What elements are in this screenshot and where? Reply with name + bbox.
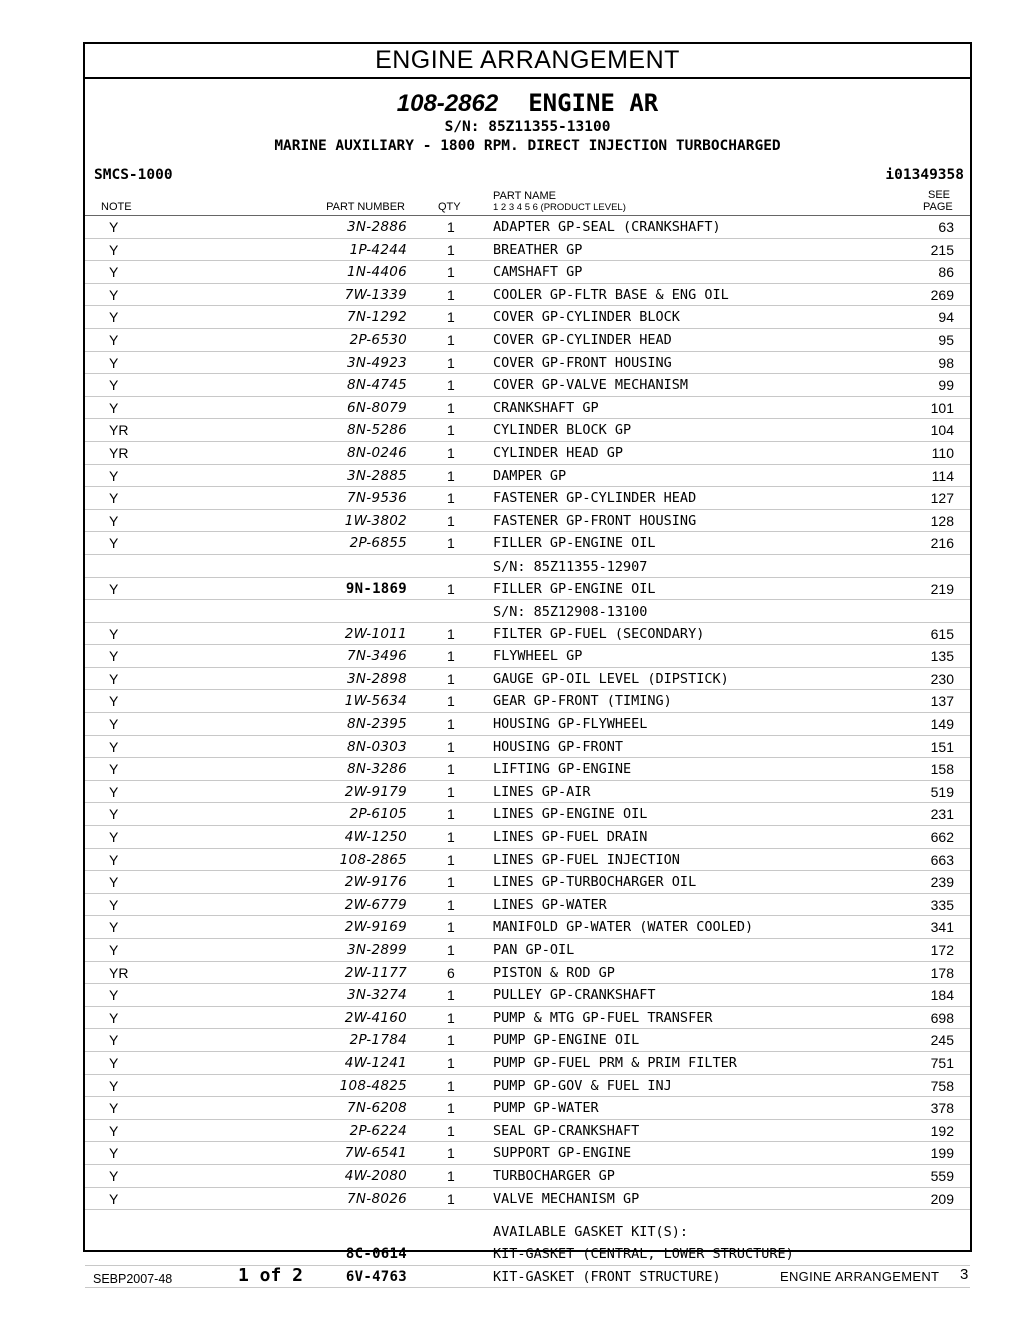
header-see: SEE <box>928 189 951 201</box>
row-see-page[interactable]: 216 <box>930 535 954 552</box>
table-row <box>85 758 970 781</box>
row-qty: 1 <box>447 1122 455 1139</box>
row-note: YR <box>109 422 129 439</box>
row-note: Y <box>109 264 119 281</box>
table-row <box>85 1188 970 1211</box>
row-part-name: TURBOCHARGER GP <box>493 1167 615 1184</box>
row-part-name: LINES GP-TURBOCHARGER OIL <box>493 874 697 891</box>
row-part-name: HOUSING GP-FRONT <box>493 738 624 755</box>
row-qty: 1 <box>447 1100 455 1117</box>
table-row <box>85 916 970 939</box>
row-note: Y <box>109 942 119 958</box>
table-row <box>85 781 970 804</box>
row-qty: 1 <box>447 1009 455 1026</box>
row-see-page[interactable]: 178 <box>930 964 954 981</box>
row-see-page[interactable]: 698 <box>930 1009 954 1026</box>
row-note: Y <box>109 1032 119 1049</box>
row-part-number[interactable]: 1P-4244 <box>349 241 407 258</box>
row-part-number[interactable]: 7N-6208 <box>346 1100 407 1117</box>
row-note: Y <box>109 1122 119 1139</box>
row-note: Y <box>109 716 119 733</box>
row-see-page[interactable]: 184 <box>930 987 954 1004</box>
row-qty: 1 <box>447 829 455 846</box>
row-qty: 1 <box>447 670 455 687</box>
row-part-number[interactable]: 1W-5634 <box>344 693 407 710</box>
row-qty: 1 <box>447 987 455 1004</box>
group-description: MARINE AUXILIARY - 1800 RPM. DIRECT INJECTION TURBOCHARGED <box>274 138 781 154</box>
row-part-name: PULLEY GP-CRANKSHAFT <box>493 987 656 1004</box>
row-part-name: COVER GP-FRONT HOUSING <box>493 354 672 371</box>
table-row <box>85 306 970 329</box>
table-row <box>85 1052 970 1075</box>
row-see-page[interactable]: 209 <box>930 1190 954 1207</box>
kit-heading: AVAILABLE GASKET KIT(S): <box>493 1224 689 1241</box>
footer-title: ENGINE ARRANGEMENT <box>780 1269 940 1284</box>
row-see-page[interactable]: 245 <box>930 1032 954 1049</box>
parts-table <box>85 216 970 1210</box>
kit-spacer <box>85 1210 970 1224</box>
row-part-number[interactable]: 1W-3802 <box>344 512 407 529</box>
row-part-name: COVER GP-CYLINDER HEAD <box>493 331 672 348</box>
row-part-name: CRANKSHAFT GP <box>493 399 599 416</box>
row-qty: 1 <box>447 625 455 642</box>
row-part-name: LINES GP-WATER <box>493 896 607 913</box>
table-row <box>85 1007 970 1030</box>
row-note: Y <box>109 806 119 823</box>
kit-part-name: KIT-GASKET (CENTRAL, LOWER STRUCTURE) <box>493 1246 794 1263</box>
row-part-name: FLYWHEEL GP <box>493 648 583 665</box>
table-row <box>85 510 970 533</box>
header-note: NOTE <box>101 201 132 213</box>
smcs-code: SMCS-1000 <box>94 167 173 183</box>
kit-row <box>85 1243 970 1266</box>
row-part-name: FILLER GP-ENGINE OIL <box>493 535 656 552</box>
row-part-number[interactable]: 8N-0303 <box>346 738 407 755</box>
table-row <box>85 623 970 646</box>
row-part-number[interactable]: 8N-2395 <box>346 716 407 733</box>
row-note: Y <box>109 896 119 913</box>
row-see-page[interactable]: 239 <box>930 874 954 891</box>
row-qty: 1 <box>447 1167 455 1184</box>
header-qty: QTY <box>438 201 461 213</box>
row-part-name: FASTENER GP-FRONT HOUSING <box>493 512 697 529</box>
row-qty: 1 <box>447 851 455 868</box>
row-part-number[interactable]: 2W-1177 <box>344 964 407 981</box>
column-headers <box>85 181 970 216</box>
row-note: Y <box>109 851 119 868</box>
row-part-name: GEAR GP-FRONT (TIMING) <box>493 693 672 710</box>
row-part-name: PISTON & ROD GP <box>493 964 615 981</box>
header-product-level: 1 2 3 4 5 6 (PRODUCT LEVEL) <box>493 202 626 213</box>
row-part-name: VALVE MECHANISM GP <box>493 1190 640 1207</box>
row-part-name: MANIFOLD GP-WATER (WATER COOLED) <box>493 919 754 936</box>
table-row <box>85 532 970 555</box>
row-qty: 1 <box>447 1054 455 1071</box>
table-row <box>85 1120 970 1143</box>
row-part-number[interactable]: 8N-3286 <box>346 761 407 778</box>
row-part-number[interactable]: 108-2865 <box>339 851 407 868</box>
row-note: Y <box>109 354 119 371</box>
row-qty: 1 <box>447 738 455 755</box>
row-note: Y <box>109 919 119 936</box>
row-see-page[interactable]: 231 <box>930 806 954 823</box>
row-part-name: PUMP GP-FUEL PRM & PRIM FILTER <box>493 1054 737 1071</box>
row-qty: 1 <box>447 241 455 258</box>
table-row <box>85 487 970 510</box>
table-row <box>85 216 970 239</box>
row-part-name: LIFTING GP-ENGINE <box>493 761 632 778</box>
table-row <box>85 442 970 465</box>
row-see-page[interactable]: 114 <box>931 467 954 484</box>
row-qty: 1 <box>447 693 455 710</box>
row-see-page[interactable]: 98 <box>938 354 954 371</box>
row-qty: 1 <box>447 354 455 371</box>
row-see-page[interactable]: 94 <box>938 309 954 326</box>
serial-range-row <box>85 555 970 578</box>
row-note: YR <box>109 964 129 981</box>
row-note: Y <box>109 625 119 642</box>
row-qty: 1 <box>447 919 455 936</box>
row-qty: 1 <box>447 512 455 529</box>
row-note: Y <box>109 512 119 529</box>
row-see-page[interactable]: 99 <box>938 377 954 394</box>
serial-range: S/N: 85Z11355-13100 <box>444 119 611 135</box>
row-part-number[interactable]: 7W-1339 <box>344 286 407 303</box>
row-part-name: SEAL GP-CRANKSHAFT <box>493 1122 640 1139</box>
row-part-name: PAN GP-OIL <box>493 942 575 958</box>
row-part-name: FILTER GP-FUEL (SECONDARY) <box>493 625 705 642</box>
row-see-page[interactable]: 335 <box>930 896 954 913</box>
header-part-name: PART NAME <box>493 190 556 202</box>
table-row <box>85 578 970 601</box>
row-part-name: GAUGE GP-OIL LEVEL (DIPSTICK) <box>493 670 729 687</box>
page-number: 3 <box>960 1266 969 1283</box>
row-note: Y <box>109 1145 119 1162</box>
row-see-page[interactable]: 149 <box>930 716 954 733</box>
row-part-number[interactable]: 2P-6224 <box>349 1122 407 1139</box>
row-see-page[interactable]: 519 <box>930 783 954 800</box>
row-see-page[interactable]: 215 <box>930 241 954 258</box>
row-part-name: COOLER GP-FLTR BASE & ENG OIL <box>493 286 729 303</box>
row-see-page[interactable]: 230 <box>930 670 954 687</box>
row-qty: 1 <box>447 942 455 958</box>
table-row <box>85 803 970 826</box>
table-row <box>85 284 970 307</box>
row-part-name: LINES GP-FUEL DRAIN <box>493 829 648 846</box>
row-note: Y <box>109 490 119 507</box>
row-see-page[interactable]: 128 <box>930 512 954 529</box>
row-note: Y <box>109 241 119 258</box>
row-note: Y <box>109 286 119 303</box>
row-note: Y <box>109 535 119 552</box>
group-title <box>85 89 970 118</box>
row-part-name: PUMP & MTG GP-FUEL TRANSFER <box>493 1009 713 1026</box>
row-part-name: HOUSING GP-FLYWHEEL <box>493 716 648 733</box>
row-note: Y <box>109 693 119 710</box>
row-note: Y <box>109 738 119 755</box>
table-row <box>85 261 970 284</box>
row-qty: 1 <box>447 490 455 507</box>
row-note: Y <box>109 783 119 800</box>
row-part-name: CYLINDER BLOCK GP <box>493 422 632 439</box>
row-note: Y <box>109 331 119 348</box>
row-part-number[interactable]: 2W-1011 <box>344 625 407 642</box>
row-qty: 1 <box>447 1032 455 1049</box>
row-note: Y <box>109 829 119 846</box>
row-see-page[interactable]: 137 <box>930 693 954 710</box>
group-name: ENGINE AR <box>528 89 659 117</box>
table-row <box>85 939 970 962</box>
row-qty: 1 <box>447 286 455 303</box>
row-note: Y <box>109 987 119 1004</box>
row-see-page[interactable]: 378 <box>930 1100 954 1117</box>
row-qty: 1 <box>447 783 455 800</box>
row-part-number[interactable]: 1N-4406 <box>346 264 407 281</box>
row-part-number[interactable]: 2W-9169 <box>344 919 407 936</box>
table-row <box>85 1097 970 1120</box>
row-see-page[interactable]: 95 <box>938 331 954 348</box>
row-part-name: S/N: 85Z11355-12907 <box>493 558 648 575</box>
row-see-page[interactable]: 151 <box>930 738 954 755</box>
kit-part-name: KIT-GASKET (FRONT STRUCTURE) <box>493 1268 721 1285</box>
section-title: ENGINE ARRANGEMENT <box>85 44 970 79</box>
row-part-name: LINES GP-AIR <box>493 783 591 800</box>
row-part-number[interactable]: 7N-9536 <box>346 490 407 507</box>
row-qty: 1 <box>447 331 455 348</box>
row-qty: 1 <box>447 896 455 913</box>
row-see-page[interactable]: 559 <box>930 1167 954 1184</box>
row-part-name: FASTENER GP-CYLINDER HEAD <box>493 490 697 507</box>
row-part-number[interactable]: 8N-0246 <box>346 444 407 461</box>
row-qty: 1 <box>447 761 455 778</box>
row-qty: 1 <box>447 1077 455 1094</box>
table-row <box>85 239 970 262</box>
row-note: Y <box>109 648 119 665</box>
row-see-page[interactable]: 199 <box>930 1145 954 1162</box>
illustration-id: i01349358 <box>885 167 964 183</box>
row-part-name: LINES GP-ENGINE OIL <box>493 806 648 823</box>
row-qty: 1 <box>447 874 455 891</box>
row-part-number[interactable]: 2P-1784 <box>349 1032 407 1049</box>
serial-range-row <box>85 600 970 623</box>
row-part-number[interactable]: 4W-1250 <box>344 829 407 846</box>
row-qty: 1 <box>447 648 455 665</box>
table-row <box>85 1075 970 1098</box>
row-see-page[interactable]: 751 <box>930 1054 954 1071</box>
row-see-page[interactable]: 110 <box>931 444 954 461</box>
row-note: Y <box>109 761 119 778</box>
row-note: Y <box>109 1167 119 1184</box>
page-count: 1 of 2 <box>238 1265 304 1286</box>
row-note: Y <box>109 874 119 891</box>
row-part-number[interactable]: 2W-4160 <box>344 1009 407 1026</box>
row-note: Y <box>109 1054 119 1071</box>
table-row <box>85 984 970 1007</box>
row-qty: 1 <box>447 422 455 439</box>
table-row <box>85 645 970 668</box>
group-number: 108-2862 <box>396 90 499 117</box>
table-row <box>85 690 970 713</box>
row-note: Y <box>109 580 119 597</box>
row-note: Y <box>109 377 119 394</box>
row-see-page[interactable]: 663 <box>930 851 954 868</box>
header-page: PAGE <box>923 201 953 213</box>
row-see-page[interactable]: 269 <box>930 286 954 303</box>
row-part-number[interactable]: 7W-6541 <box>344 1145 407 1162</box>
kit-heading-row <box>85 1224 970 1243</box>
header-part-number: PART NUMBER <box>326 201 405 213</box>
row-part-number[interactable]: 3N-2898 <box>346 670 407 687</box>
row-part-name: DAMPER GP <box>493 467 567 484</box>
row-part-number[interactable]: 6N-8079 <box>346 399 407 416</box>
row-part-name: LINES GP-FUEL INJECTION <box>493 851 680 868</box>
table-row <box>85 894 970 917</box>
row-see-page[interactable]: 662 <box>930 829 954 846</box>
table-row <box>85 668 970 691</box>
row-note: Y <box>109 1100 119 1117</box>
row-part-number[interactable]: 3N-4923 <box>346 354 407 371</box>
row-qty: 1 <box>447 580 455 597</box>
row-part-number[interactable]: 3N-2899 <box>346 942 407 958</box>
row-qty: 1 <box>447 444 455 461</box>
table-row <box>85 826 970 849</box>
row-see-page[interactable]: 219 <box>930 580 954 597</box>
row-part-name: SUPPORT GP-ENGINE <box>493 1145 632 1162</box>
row-qty: 1 <box>447 264 455 281</box>
row-part-number[interactable]: 4W-2080 <box>344 1167 407 1184</box>
row-part-number[interactable]: 7N-3496 <box>346 648 407 665</box>
row-part-name: PUMP GP-ENGINE OIL <box>493 1032 640 1049</box>
row-part-number[interactable]: 7N-1292 <box>346 309 407 326</box>
row-qty: 1 <box>447 309 455 326</box>
row-part-number[interactable]: 2P-6855 <box>349 535 407 552</box>
group-header <box>85 79 970 181</box>
row-part-number[interactable]: 8N-4745 <box>346 377 407 394</box>
row-note: Y <box>109 467 119 484</box>
table-row <box>85 962 970 985</box>
row-note: Y <box>109 1077 119 1094</box>
row-qty: 1 <box>447 219 455 235</box>
table-row <box>85 736 970 759</box>
row-part-name: CAMSHAFT GP <box>493 264 583 281</box>
row-part-number[interactable]: 8N-5286 <box>346 422 407 439</box>
table-row <box>85 1142 970 1165</box>
row-part-number[interactable]: 2P-6530 <box>349 331 407 348</box>
row-qty: 1 <box>447 716 455 733</box>
row-part-number[interactable]: 9N-1869 <box>345 580 407 597</box>
row-part-number[interactable]: 3N-2886 <box>346 219 407 235</box>
row-see-page[interactable]: 172 <box>930 942 954 958</box>
row-part-name: BREATHER GP <box>493 241 583 258</box>
row-see-page[interactable]: 104 <box>930 422 954 439</box>
row-qty: 1 <box>447 399 455 416</box>
table-row <box>85 849 970 872</box>
row-part-name: COVER GP-VALVE MECHANISM <box>493 377 689 394</box>
row-note: Y <box>109 399 119 416</box>
row-part-number[interactable]: 7N-8026 <box>346 1190 407 1207</box>
row-part-name: FILLER GP-ENGINE OIL <box>493 580 656 597</box>
row-note: Y <box>109 1190 119 1207</box>
row-part-number[interactable]: 3N-3274 <box>346 987 407 1004</box>
row-see-page[interactable]: 758 <box>930 1077 954 1094</box>
row-see-page[interactable]: 101 <box>930 399 954 416</box>
row-part-number[interactable]: 4W-1241 <box>344 1054 407 1071</box>
row-note: Y <box>109 1009 119 1026</box>
table-row <box>85 329 970 352</box>
row-part-name: ADAPTER GP-SEAL (CRANKSHAFT) <box>493 219 721 235</box>
kit-part-number[interactable]: 8C-0614 <box>345 1246 407 1263</box>
row-see-page[interactable]: 135 <box>930 648 954 665</box>
table-row <box>85 1029 970 1052</box>
row-qty: 1 <box>447 806 455 823</box>
table-row <box>85 1165 970 1188</box>
kit-part-number[interactable]: 6V-4763 <box>345 1268 407 1285</box>
row-see-page[interactable]: 341 <box>930 919 954 936</box>
row-part-number[interactable]: 2W-9176 <box>344 874 407 891</box>
table-row <box>85 352 970 375</box>
row-note: Y <box>109 309 119 326</box>
table-row <box>85 465 970 488</box>
row-note: Y <box>109 219 119 235</box>
row-see-page[interactable]: 615 <box>930 625 954 642</box>
row-part-name: PUMP GP-WATER <box>493 1100 599 1117</box>
row-see-page[interactable]: 63 <box>938 219 954 235</box>
row-part-name: CYLINDER HEAD GP <box>493 444 624 461</box>
row-part-name: COVER GP-CYLINDER BLOCK <box>493 309 680 326</box>
row-part-number[interactable]: 2W-9179 <box>344 783 407 800</box>
table-row <box>85 374 970 397</box>
row-part-number[interactable]: 2P-6105 <box>349 806 407 823</box>
doc-code: SEBP2007-48 <box>93 1272 173 1286</box>
row-see-page[interactable]: 158 <box>930 761 954 778</box>
table-row <box>85 713 970 736</box>
row-note: Y <box>109 670 119 687</box>
row-qty: 1 <box>447 1190 455 1207</box>
row-qty: 1 <box>447 1145 455 1162</box>
row-note: YR <box>109 444 129 461</box>
row-part-number[interactable]: 3N-2885 <box>346 467 407 484</box>
row-part-name: S/N: 85Z12908-13100 <box>493 604 648 621</box>
row-part-number[interactable]: 108-4825 <box>339 1077 407 1094</box>
table-row <box>85 397 970 420</box>
row-part-number[interactable]: 2W-6779 <box>344 896 407 913</box>
row-qty: 1 <box>447 467 455 484</box>
row-see-page[interactable]: 86 <box>938 264 954 281</box>
row-qty: 1 <box>447 377 455 394</box>
table-row <box>85 871 970 894</box>
row-part-name: PUMP GP-GOV & FUEL INJ <box>493 1077 672 1094</box>
row-qty: 6 <box>447 964 455 981</box>
row-qty: 1 <box>447 535 455 552</box>
row-see-page[interactable]: 127 <box>930 490 954 507</box>
row-see-page[interactable]: 192 <box>930 1122 954 1139</box>
table-row <box>85 419 970 442</box>
